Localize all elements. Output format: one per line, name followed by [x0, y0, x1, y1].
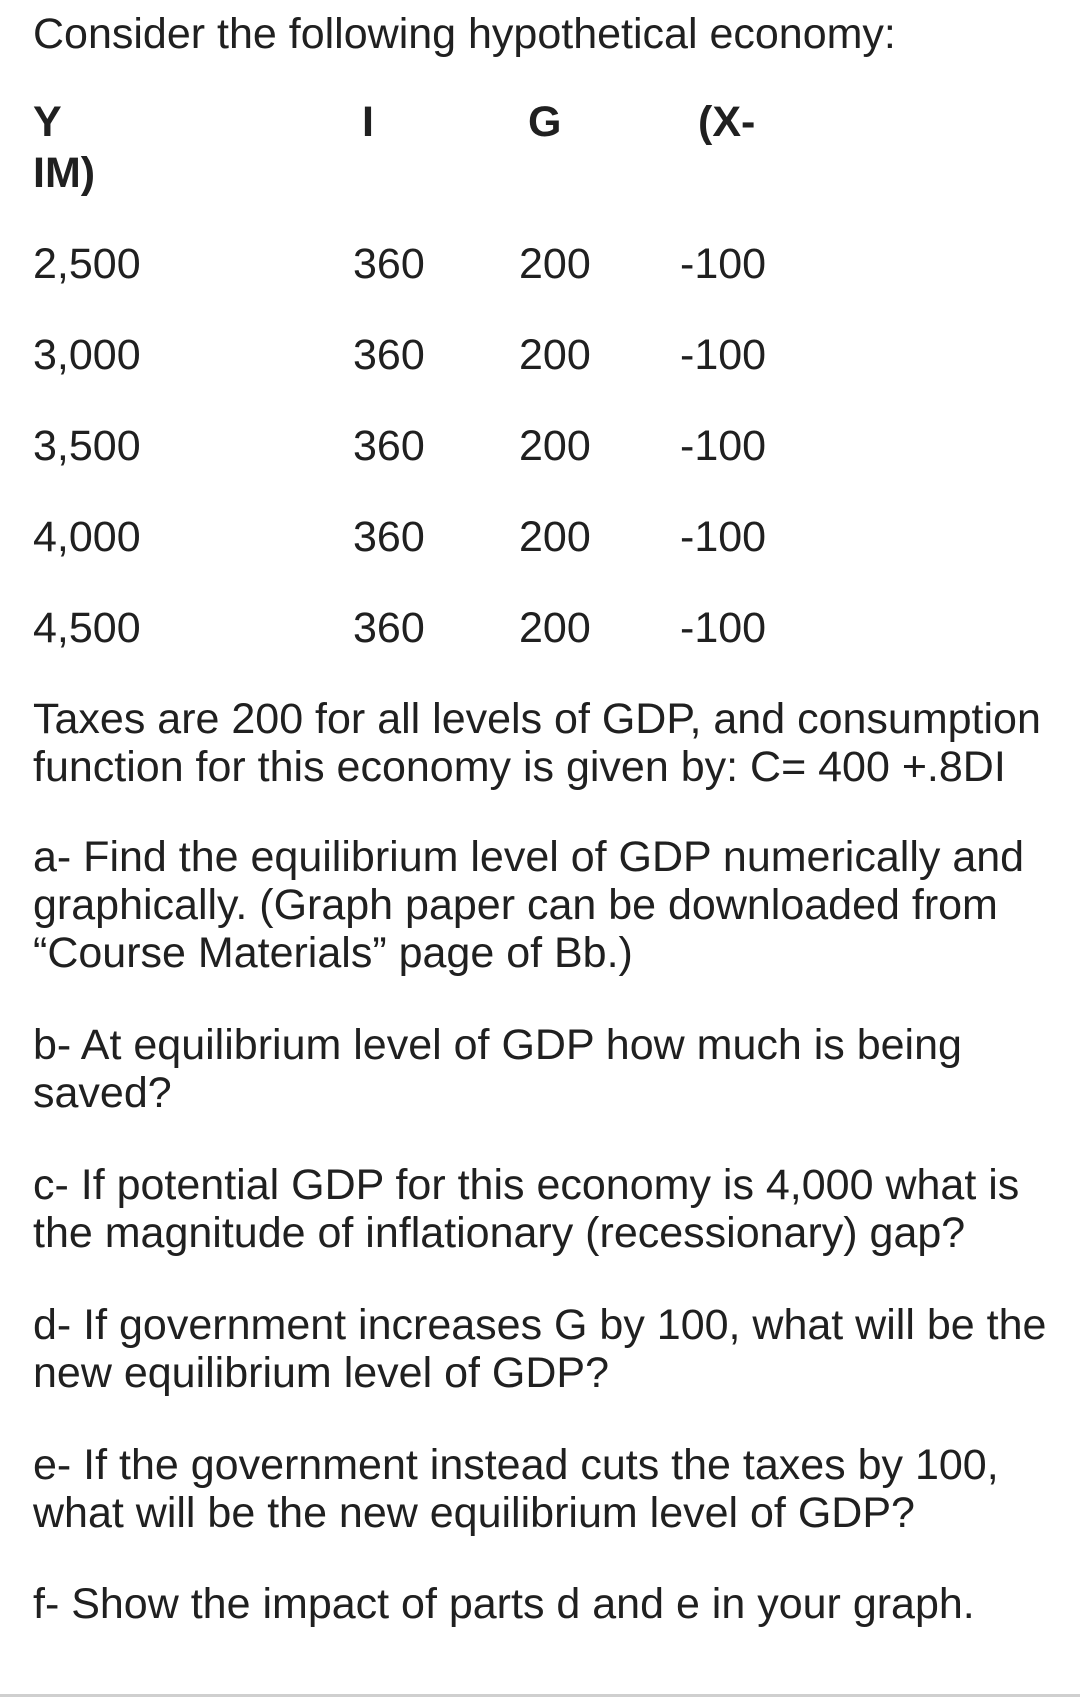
- question-d: [33, 1301, 1053, 1397]
- cell-x: -100: [680, 331, 767, 379]
- table-row: [0, 602, 1080, 654]
- cell-x: -100: [680, 240, 767, 288]
- cell-g: 200: [519, 422, 591, 470]
- cell-i: 360: [353, 604, 425, 652]
- header-im: IM): [33, 149, 96, 197]
- text-line: saved?: [33, 1069, 172, 1117]
- header-i: I: [362, 98, 374, 146]
- cell-x: -100: [680, 513, 767, 561]
- table-row: [0, 420, 1080, 472]
- text-line: what will be the new equilibrium level of GDP?: [33, 1489, 915, 1537]
- text-line: Taxes are 200 for all levels of GDP, and consumption: [33, 695, 1041, 743]
- cell-i: 360: [353, 422, 425, 470]
- cell-x: -100: [680, 422, 767, 470]
- cell-g: 200: [519, 604, 591, 652]
- text-line: c- If potential GDP for this economy is 4,000 what is: [33, 1161, 1020, 1209]
- intro-heading: Consider the following hypothetical economy:: [33, 10, 896, 58]
- text-line: the magnitude of inflationary (recessionary) gap?: [33, 1209, 966, 1257]
- table-row: [0, 329, 1080, 381]
- text-line: f- Show the impact of parts d and e in your graph.: [33, 1580, 975, 1628]
- text-line: new equilibrium level of GDP?: [33, 1349, 609, 1397]
- question-a: [33, 833, 1053, 977]
- text-line: graphically. (Graph paper can be downloaded from: [33, 881, 998, 929]
- text-line: function for this economy is given by: C= 400 +.8DI: [33, 743, 1006, 791]
- taxes-paragraph: [33, 695, 1053, 791]
- cell-g: 200: [519, 513, 591, 561]
- bottom-divider: [0, 1694, 1080, 1697]
- question-f: [33, 1580, 1053, 1628]
- cell-i: 360: [353, 240, 425, 288]
- header-g: G: [528, 98, 562, 146]
- cell-i: 360: [353, 331, 425, 379]
- text-line: d- If government increases G by 100, what will be the: [33, 1301, 1047, 1349]
- text-line: e- If the government instead cuts the taxes by 100,: [33, 1441, 999, 1489]
- question-b: [33, 1021, 1053, 1117]
- cell-y: 3,000: [33, 331, 141, 379]
- question-c: [33, 1161, 1053, 1257]
- cell-g: 200: [519, 240, 591, 288]
- table-row: [0, 511, 1080, 563]
- text-line: a- Find the equilibrium level of GDP numerically and: [33, 833, 1025, 881]
- header-x: (X-: [698, 98, 756, 146]
- cell-i: 360: [353, 513, 425, 561]
- cell-y: 4,500: [33, 604, 141, 652]
- cell-y: 3,500: [33, 422, 141, 470]
- cell-y: 2,500: [33, 240, 141, 288]
- cell-x: -100: [680, 604, 767, 652]
- question-e: [33, 1441, 1053, 1537]
- header-y: Y: [33, 98, 62, 146]
- cell-y: 4,000: [33, 513, 141, 561]
- cell-g: 200: [519, 331, 591, 379]
- text-line: b- At equilibrium level of GDP how much is being: [33, 1021, 962, 1069]
- text-line: “Course Materials” page of Bb.): [33, 929, 633, 977]
- table-row: [0, 238, 1080, 290]
